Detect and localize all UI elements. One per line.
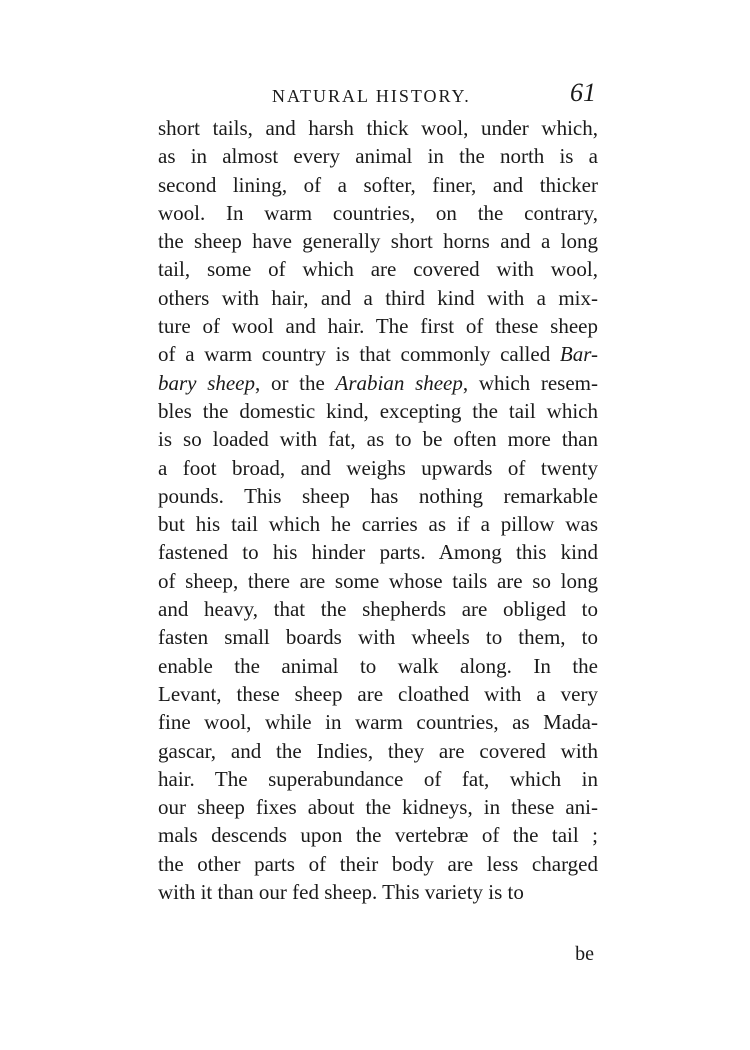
text-segment: and heavy, that the shepherds are obliged to xyxy=(158,597,598,622)
text-line xyxy=(158,199,598,227)
text-segment: pounds. This sheep has nothing remarkable xyxy=(158,483,598,508)
text-line xyxy=(158,284,598,312)
text-line xyxy=(158,652,598,680)
body-text xyxy=(158,114,598,906)
text-line xyxy=(158,255,598,283)
text-segment: second lining, of a softer, finer, and thicker xyxy=(158,172,598,197)
text-segment: mals descends upon the vertebræ of the tail ; xyxy=(158,823,598,848)
text-segment: others with hair, and a third kind with a mix- xyxy=(158,285,598,310)
text-line xyxy=(158,369,598,397)
text-line xyxy=(158,850,598,878)
text-segment: of sheep, there are some whose tails are so long xyxy=(158,568,598,593)
italic-text: Arabian sheep xyxy=(335,370,463,395)
text-line xyxy=(158,793,598,821)
text-line xyxy=(158,171,598,199)
text-line xyxy=(158,538,598,566)
text-segment: tail, some of which are covered with wool, xyxy=(158,257,598,282)
text-segment: with it than our fed sheep. This variety is to xyxy=(158,880,524,905)
text-line xyxy=(158,765,598,793)
text-line xyxy=(158,340,598,368)
text-segment: but his tail which he carries as if a pillow was xyxy=(158,512,598,537)
text-segment: fastened to his hinder parts. Among this kind xyxy=(158,540,598,565)
text-segment: as in almost every animal in the north is a xyxy=(158,144,598,169)
text-segment: enable the animal to walk along. In the xyxy=(158,653,598,678)
text-segment: ture of wool and hair. The first of these sheep xyxy=(158,314,598,339)
text-segment: , which resem- xyxy=(462,370,598,395)
text-segment: bles the domestic kind, excepting the tail which xyxy=(158,398,598,423)
italic-text: bary sheep xyxy=(158,370,256,395)
text-line xyxy=(158,114,598,142)
text-line xyxy=(158,708,598,736)
text-segment: Levant, these sheep are cloathed with a very xyxy=(158,681,598,706)
text-line xyxy=(158,680,598,708)
text-line xyxy=(158,878,598,906)
text-segment: wool. In warm countries, on the contrary, xyxy=(158,200,598,225)
text-line xyxy=(158,623,598,651)
text-line xyxy=(158,142,598,170)
text-line xyxy=(158,397,598,425)
text-segment: the other parts of their body are less charged xyxy=(158,851,598,876)
text-segment: is so loaded with fat, as to be often more than xyxy=(158,427,598,452)
text-segment: the sheep have generally short horns and a long xyxy=(158,229,598,254)
text-line xyxy=(158,454,598,482)
text-segment: of a warm country is that commonly called xyxy=(158,342,560,367)
text-segment: , or the xyxy=(255,370,336,395)
text-line xyxy=(158,510,598,538)
text-segment: gascar, and the Indies, they are covered with xyxy=(158,738,598,763)
text-segment: short tails, and harsh thick wool, under which, xyxy=(158,116,598,140)
text-line xyxy=(158,227,598,255)
italic-text: Bar- xyxy=(559,342,598,367)
catchword: be xyxy=(575,943,594,965)
text-segment: fine wool, while in warm countries, as Mada- xyxy=(158,710,598,735)
text-line xyxy=(158,567,598,595)
text-line xyxy=(158,482,598,510)
text-segment: a foot broad, and weighs upwards of twenty xyxy=(158,455,598,480)
text-segment: hair. The superabundance of fat, which in xyxy=(158,766,598,791)
text-segment: our sheep fixes about the kidneys, in these ani- xyxy=(158,795,598,820)
running-title: NATURAL HISTORY. xyxy=(272,86,471,106)
text-line xyxy=(158,737,598,765)
running-head xyxy=(160,78,600,114)
text-segment: fasten small boards with wheels to them, to xyxy=(158,625,598,650)
text-line xyxy=(158,312,598,340)
page-number: 61 xyxy=(570,78,596,107)
text-line xyxy=(158,821,598,849)
text-line xyxy=(158,425,598,453)
text-line xyxy=(158,595,598,623)
